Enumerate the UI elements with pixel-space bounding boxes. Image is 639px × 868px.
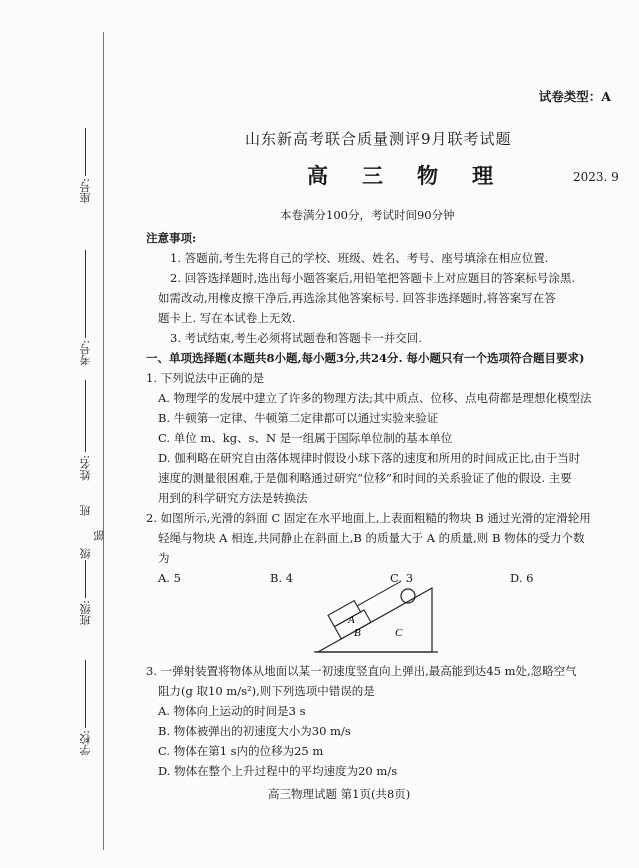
label-a: A — [348, 614, 355, 626]
incline-figure — [310, 580, 450, 660]
q1-option: C. 单位 m、kg、s、N 是一组属于国际单位制的基本单位 — [158, 431, 453, 445]
q3-option: C. 物体在第1 s内的位移为25 m — [158, 744, 324, 758]
subject-char: 理 — [472, 163, 493, 188]
paper-type: 试卷类型：A — [538, 89, 611, 104]
score-info: 本卷满分100分，考试时间90分钟 — [280, 208, 455, 222]
q3-option: B. 物体被弹出的初速度大小为30 m/s — [158, 724, 351, 738]
subject-char: 物 — [417, 163, 438, 188]
class-char-a: 班 — [79, 505, 92, 516]
q3-stem: 3. 一弹射装置将物体从地面以某一初速度竖直向上弹出,最高能到达45 m处,忽略空气 — [146, 664, 577, 678]
exam-no-label: 考号: — [79, 340, 92, 366]
q1-option: D. 伽利略在研究自由落体规律时假设小球下落的速度和所用的时间成正比,由于当时 — [158, 451, 581, 465]
notice-line: 2. 回答选择题时,选出每小题答案后,用铅笔把答题卡上对应题目的答案标号涂黑. — [170, 271, 576, 285]
exam-title: 山东新高考联合质量测评9月联考试题 — [245, 130, 512, 148]
notice-line: 题卡上. 写在本试卷上无效. — [158, 311, 296, 325]
class-blank — [85, 560, 86, 598]
q1-stem: 1. 下列说法中正确的是 — [146, 371, 265, 385]
q2-stem: 轻绳与物块 A 相连,共同静止在斜面上,B 的质量大于 A 的质量,则 B 物体的受力个数 — [158, 531, 585, 545]
seat-blank — [85, 128, 86, 176]
notice-line: 1. 答题前,考生先将自己的学校、班级、姓名、考号、座号填涂在相应位置. — [170, 251, 549, 265]
section-heading: 一、单项选择题(本题共8小题,每小题3分,共24分. 每小题只有一个选项符合题目要求) — [146, 351, 585, 365]
q2-option-c: C. 3 — [390, 571, 414, 585]
subject-char: 高 — [307, 163, 328, 188]
page-footer: 高三物理试题 第1页(共8页) — [268, 787, 411, 801]
q1-option: 用到的科学研究方法是转换法 — [158, 491, 308, 505]
notice-heading: 注意事项: — [146, 231, 197, 245]
subject-title — [290, 160, 510, 190]
school-blank — [85, 660, 86, 728]
binding-line — [103, 32, 104, 850]
seat-label: 座号: — [79, 178, 92, 204]
rope — [357, 581, 401, 605]
q2-stem: 为 — [158, 551, 170, 565]
q3-option: D. 物体在整个上升过程中的平均速度为20 m/s — [158, 764, 398, 778]
q1-option: B. 牛顿第一定律、牛顿第二定律都可以通过实验来验证 — [158, 411, 439, 425]
notice-line: 如需改动,用橡皮擦干净后,再选涂其他答案标号. 回答非选择题时,将答案写在答 — [158, 291, 556, 305]
name-blank — [85, 380, 86, 452]
exam-date: 2023. 9 — [573, 170, 619, 184]
name-label: 姓名: — [79, 455, 92, 481]
label-c: C — [395, 627, 403, 639]
notice-line: 3. 考试结束,考生必须将试题卷和答题卡一并交回. — [170, 331, 422, 345]
block-a — [328, 601, 361, 627]
school-label: 学校: — [79, 730, 92, 756]
subject-char: 三 — [362, 163, 383, 188]
q2-option-a: A. 5 — [158, 571, 181, 585]
class-label: 班级: — [79, 600, 92, 626]
q2-option-d: D. 6 — [510, 571, 534, 585]
class-char-c: 部 — [93, 530, 106, 541]
q1-option: A. 物理学的发展中建立了许多的物理方法;其中质点、位移、点电荷都是理想化模型法 — [158, 391, 592, 405]
q2-option-b: B. 4 — [270, 571, 294, 585]
q2-stem: 2. 如图所示,光滑的斜面 C 固定在水平地面上,上表面粗糙的物块 B 通过光滑的定滑轮用 — [146, 511, 591, 525]
q3-option: A. 物体向上运动的时间是3 s — [158, 704, 306, 718]
q3-stem: 阻力(g 取10 m/s²),则下列选项中错误的是 — [158, 684, 375, 698]
label-b: B — [354, 627, 361, 639]
q1-option: 速度的测量很困难,于是伽利略通过研究“位移”和时间的关系验证了他的假设. 主要 — [158, 471, 572, 485]
class-char-b: 级 — [79, 548, 92, 559]
exam-no-blank — [85, 250, 86, 338]
